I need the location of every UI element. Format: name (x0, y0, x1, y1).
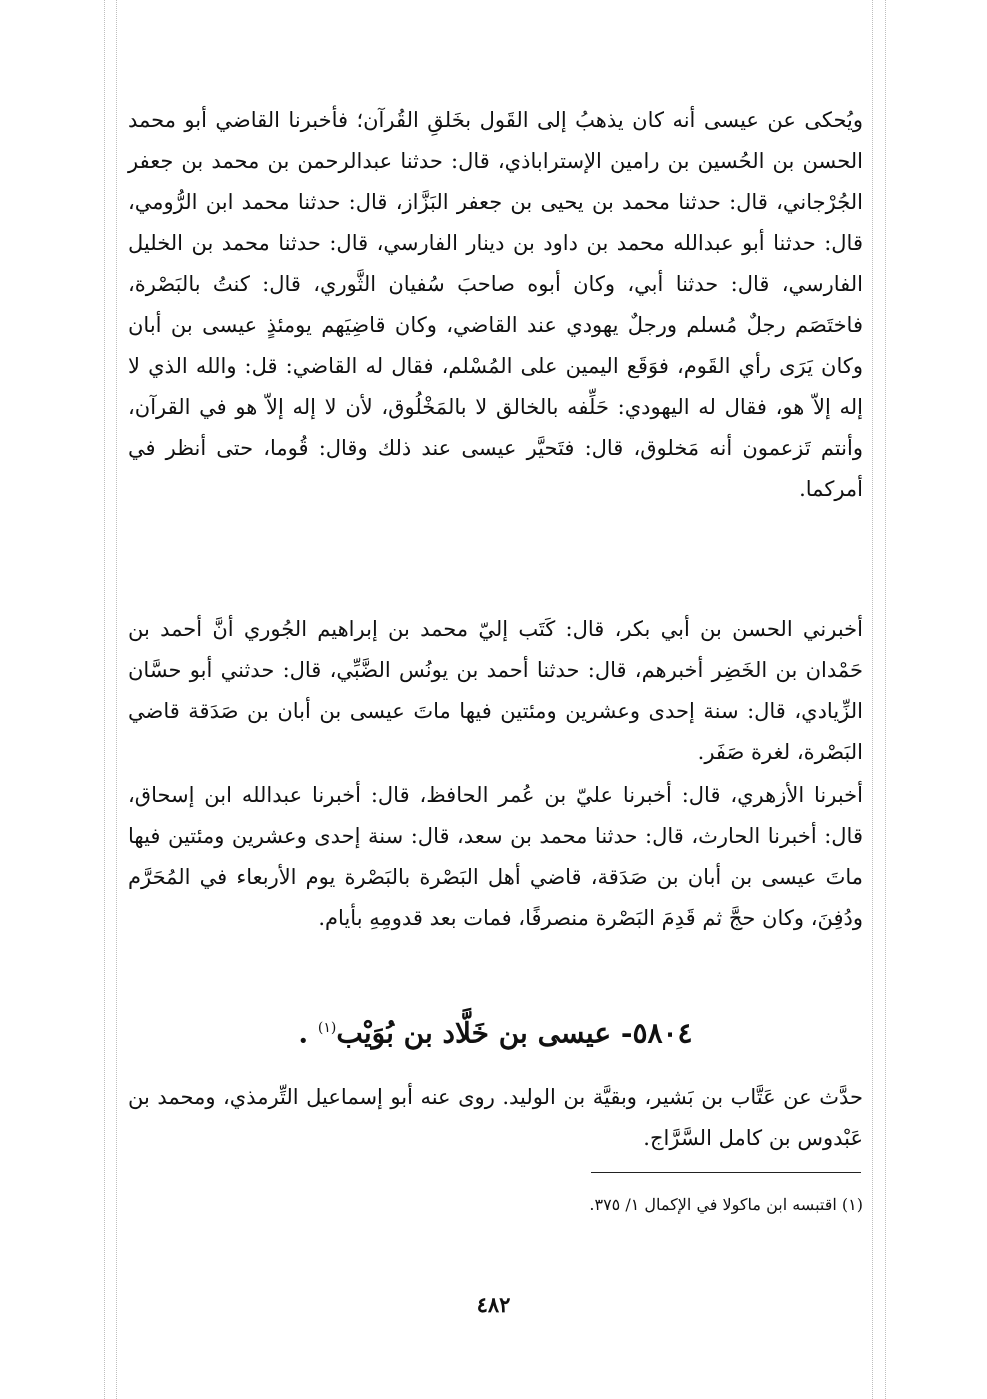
entry-heading-trailing: . (298, 1016, 309, 1050)
paragraph-3 (128, 775, 863, 939)
footnote: (١) اقتبسه ابن ماكولا في الإكمال ١/ ٣٧٥. (589, 1195, 863, 1214)
page-number: ٤٨٢ (476, 1292, 511, 1317)
entry-heading (128, 1006, 863, 1055)
entry-heading-title: ٥٨٠٤- عيسى بن خَلَّاد بن بُوَيْب (336, 1016, 693, 1050)
scan-margin-dots-right (885, 0, 886, 1399)
paragraph-3-text: أخبرنا الأزهري، قال: أخبرنا عليّ بن عُمر الحافظ، قال: أخبرنا عبدالله ابن إسحاق، قال: أخبرنا الحارث، قال: حدثنا محمد بن سعد، قال: سنة إحدى وعشرين ومئتين فيها ماتَ عيسى بن أبان بن صَدَقة، قاضي أهل البَصْرة بالبَصْرة يوم الأربعاء في المُحَرَّم ودُفِنَ، وكان حجَّ ثم قَدِمَ البَصْرة منصرفًا، فمات بعد قدومِهِ بأيام. (128, 783, 863, 930)
footnote-divider (591, 1172, 861, 1173)
paragraph-4-text: حدَّث عن عَتَّاب بن بَشير، وبقيَّة بن الوليد. روى عنه أبو إسماعيل التِّرمذي، ومحمد بن عَبْدوس بن كامل السَّرَّاج. (128, 1085, 863, 1150)
paragraph-2-text: أخبرني الحسن بن أبي بكر، قال: كَتَب إليّ محمد بن إبراهيم الجُوري أنَّ أحمد بن حَمْدان بن الخَضِر أخبرهم، قال: حدثنا أحمد بن يونُس الضَّبِّي، قال: حدثني أبو حسَّان الزِّيادي، قال: سنة إحدى وعشرين ومئتين فيها ماتَ عيسى بن أبان بن صَدَقة قاضي البَصْرة، لغرة صَفَر. (128, 617, 863, 764)
scan-margin-dots-left-inner (116, 0, 117, 1399)
paragraph-2 (128, 609, 863, 773)
paragraph-1 (128, 100, 863, 510)
scan-margin-dots-right-inner (872, 0, 873, 1399)
footnote-reference: (١) (317, 1020, 337, 1036)
scan-margin-dots-left (104, 0, 105, 1399)
paragraph-1-text: ويُحكى عن عيسى أنه كان يذهبُ إلى القَول بخَلقِ القُرآن؛ فأخبرنا القاضي أبو محمد الحسن بن الحُسين بن رامين الإستراباذي، قال: حدثنا عبدالرحمن بن محمد بن جعفر الجُرْجاني، قال: حدثنا محمد بن يحيى بن جعفر البَزَّاز، قال: حدثنا محمد ابن الرُّومي، قال: حدثنا أبو عبدالله محمد بن داود بن دينار الفارسي، قال: حدثنا محمد بن الخليل الفارسي، قال: حدثنا أبي، وكان أبوه صاحبَ سُفيان الثَّوري، قال: كنتُ بالبَصْرة، فاختَصَم رجلٌ مُسلم ورجلٌ يهودي عند القاضي، وكان قاضِيَهم يومئذٍ عيسى بن أبان وكان يَرَى رأي القَوم، فوَقَع اليمين على المُسْلم، فقال له القاضي: قل: والله الذي لا إله إلاّ هو، فقال له اليهودي: حَلِّفه بالخالق لا بالمَخْلُوق، لأن لا إله إلاّ هو في القرآن، وأنتم تَزعمون أنه مَخلوق، قال: فتَحيَّر عيسى عند ذلك وقال: قُوما، حتى أنظر في أمركما. (128, 108, 864, 501)
paragraph-4 (128, 1077, 863, 1159)
